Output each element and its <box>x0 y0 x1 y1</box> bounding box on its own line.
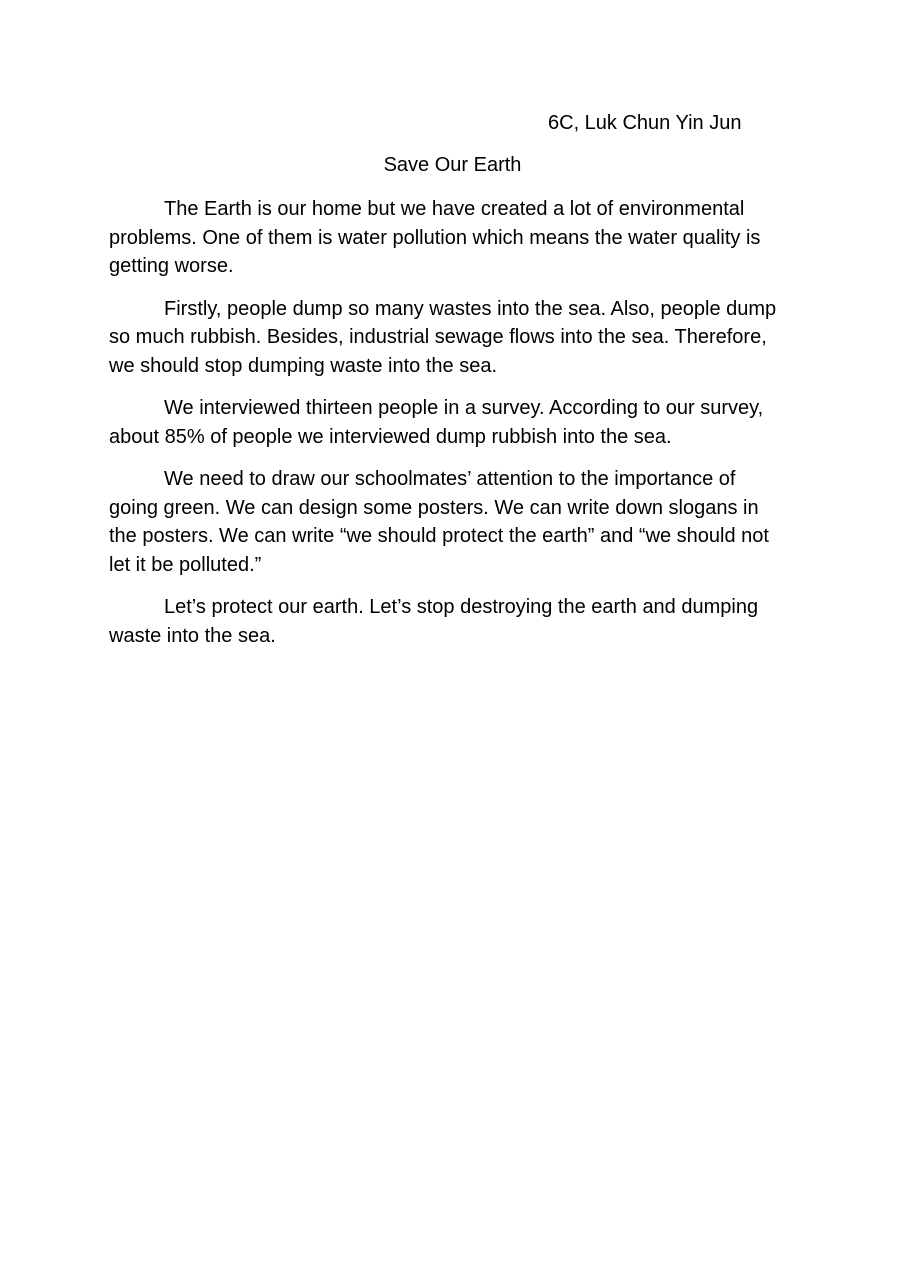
paragraph-3: We interviewed thirteen people in a survey. According to our survey, about 85% of people we interviewed dump rubbish into the sea. <box>109 397 764 448</box>
paragraph-1: The Earth is our home but we have created a lot of environmental problems. One of them is water pollution which means the water quality is getting worse. <box>109 198 761 277</box>
essay-title: Save Our Earth <box>383 154 522 176</box>
paragraph-5: Let’s protect our earth. Let’s stop destroying the earth and dumping waste into the sea. <box>109 596 759 647</box>
author-line: 6C, Luk Chun Yin Jun <box>548 112 742 134</box>
essay-body <box>109 195 785 664</box>
paragraph-2: Firstly, people dump so many wastes into the sea. Also, people dump so much rubbish. Besides, industrial sewage flows into the sea. Therefore, we should stop dumping waste into the sea. <box>109 297 777 377</box>
paragraph-4: We need to draw our schoolmates’ attention to the importance of going green. We can design some posters. We can write down slogans in the posters. We can write “we should protect the earth” and “we should not let it be polluted.” <box>109 468 769 576</box>
